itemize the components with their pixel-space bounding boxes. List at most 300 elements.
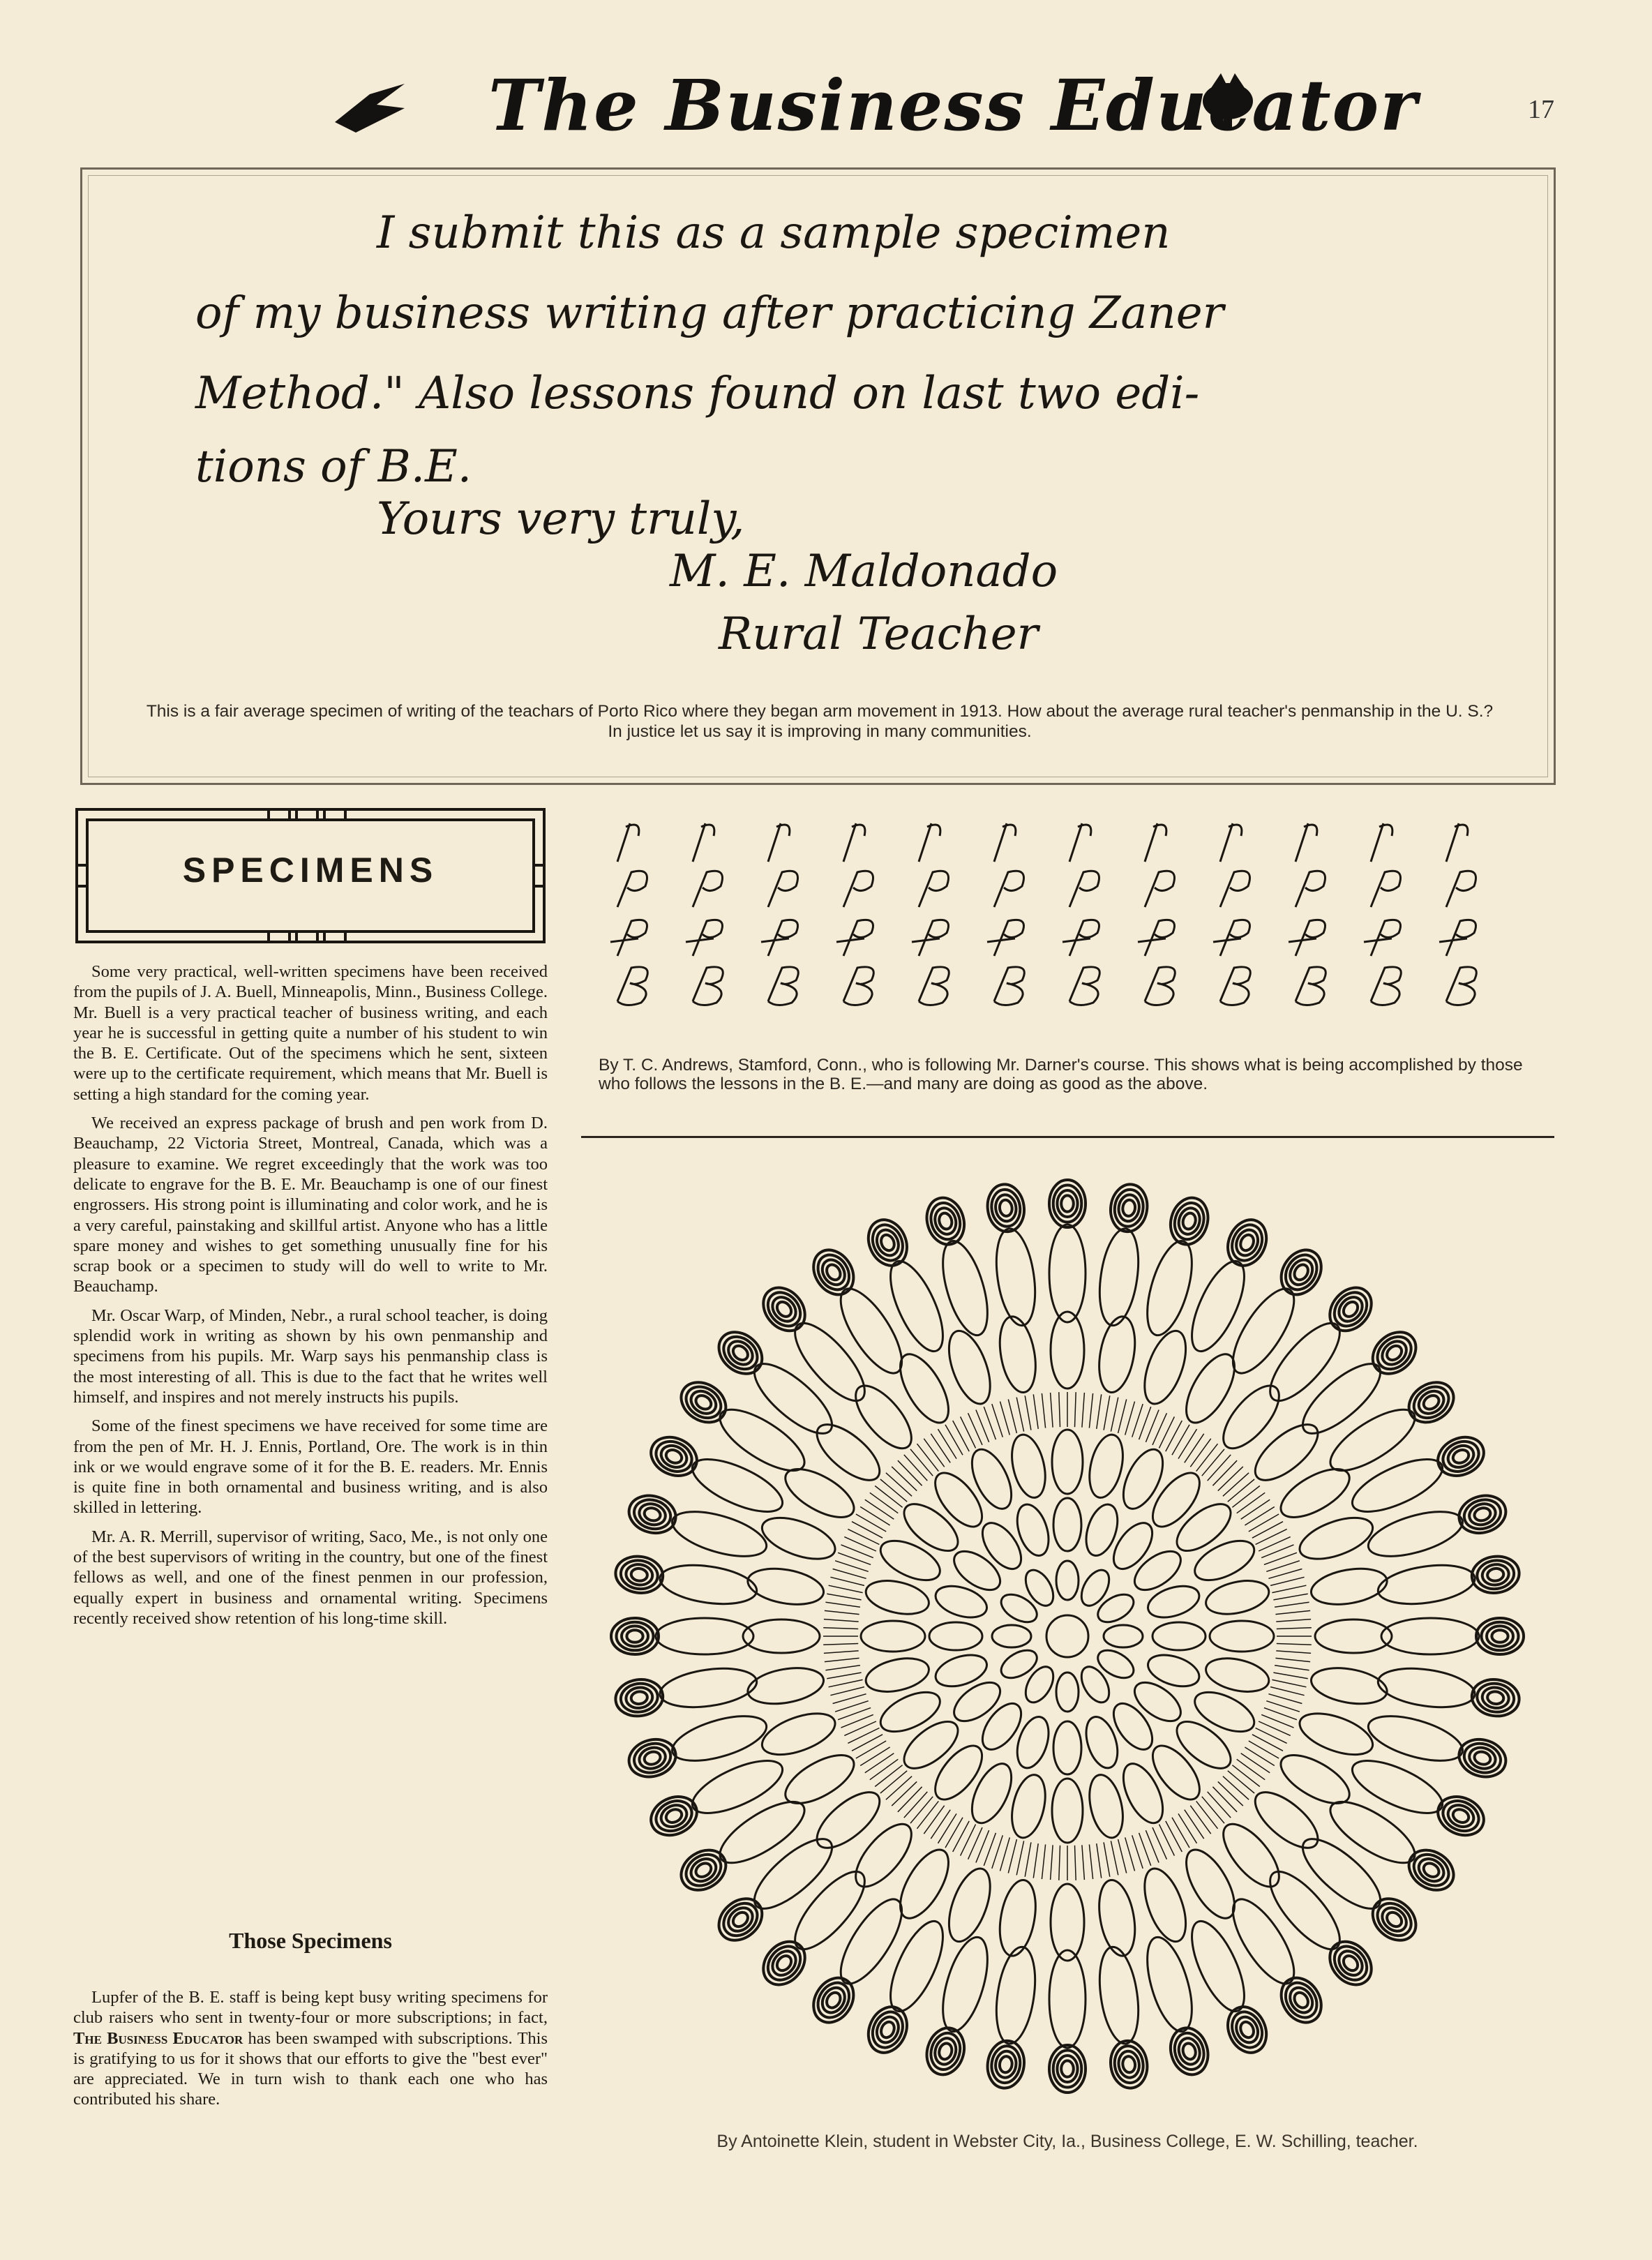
rosette-hatch: [1272, 1585, 1306, 1592]
drill-letter-stroke: [686, 920, 723, 956]
rosette-hatch: [1275, 1666, 1309, 1670]
specimens-paragraph: Some very practical, well-written specimens have been received from the pupils of J. A. Buell, Minneapolis, Minn., Business College. Mr. Buell is a very practical teacher of business writing, and each year he is successful in getting quite a number of his student to win the B. E. Certificate. Out of the specimens which he sent, sixteen were up to the certificate requirement, which means that Mr. Buell is setting a high standard for the coming year.: [73, 962, 548, 1104]
rosette-hatch: [898, 1460, 922, 1486]
script-line-1: I submit this as a sample specimen: [377, 207, 1171, 259]
drill-letter-stroke: [1145, 967, 1175, 1005]
rosette-hatch: [1016, 1398, 1023, 1432]
rosette-oval: [1214, 1816, 1289, 1896]
drill-letter-stroke: [994, 871, 1024, 907]
rosette-oval: [1378, 1903, 1411, 1936]
drill-letter-stroke: [768, 871, 798, 907]
rosette-oval: [806, 1243, 862, 1302]
rosette-hatch: [904, 1455, 928, 1481]
rosette-oval: [1136, 1326, 1194, 1409]
rosette-oval: [657, 1559, 759, 1609]
rosette-oval: [994, 1193, 1018, 1222]
rosette-hatch: [1075, 1846, 1076, 1880]
rosette-hatch: [833, 1694, 866, 1704]
rosette-hatch: [1256, 1529, 1287, 1545]
rosette-oval: [938, 2042, 954, 2060]
rosette-hatch: [1202, 1797, 1224, 1823]
rosette-hatch: [910, 1797, 933, 1823]
rosette-hatch: [1249, 1741, 1279, 1758]
rosette-hatch: [931, 1810, 950, 1839]
rosette-oval: [896, 1495, 966, 1559]
rosette-oval: [922, 2023, 970, 2079]
rosette-hatch: [1196, 1801, 1218, 1828]
rosette-hatch: [1268, 1694, 1302, 1704]
rosette-hatch: [827, 1594, 861, 1600]
rosette-oval: [1376, 1663, 1478, 1712]
rosette-oval: [1106, 1697, 1159, 1756]
rosette-oval: [1053, 1498, 1081, 1551]
rosette-hatch: [1190, 1806, 1210, 1834]
rosette-oval: [631, 1567, 648, 1582]
rosette-oval: [687, 1855, 721, 1886]
rosette-hatch: [1223, 1776, 1249, 1800]
rosette-oval: [846, 1377, 921, 1457]
rosette-oval: [1214, 1377, 1289, 1457]
rosette-oval: [643, 1750, 661, 1766]
rosette-oval: [1020, 1565, 1059, 1610]
rosette-oval: [896, 1713, 966, 1777]
oval-rosette-illustration: [590, 1155, 1545, 2118]
drill-letter-stroke: [617, 823, 639, 862]
rosette-hatch: [1000, 1402, 1010, 1435]
rosette-oval: [657, 1663, 759, 1712]
drill-letter-stroke: [693, 823, 714, 862]
rosette-hatch: [1232, 1765, 1259, 1787]
rosette-oval: [1094, 1877, 1140, 1959]
rosette-oval: [1012, 1713, 1055, 1772]
rosette-oval: [624, 1686, 654, 1709]
rosette-oval: [631, 1691, 648, 1705]
rosette-oval: [1052, 1779, 1083, 1843]
rosette-oval: [755, 1280, 813, 1339]
rosette-hatch: [931, 1434, 950, 1463]
rosette-hatch: [860, 1507, 889, 1526]
rosette-oval: [1144, 1738, 1208, 1807]
rosette-oval: [938, 1211, 954, 1230]
drill-letter-stroke: [1069, 823, 1091, 862]
rosette-hatch: [1241, 1499, 1270, 1519]
rosette-oval: [1081, 1500, 1124, 1559]
rosette-oval: [668, 1503, 772, 1565]
specimens-paragraph: Mr. Oscar Warp, of Minden, Nebr., a rural school teacher, is doing splendid work in writing as shown by his own penmanship and specimens from his pupils. Mr. Warp says his penmanship class is the most interesting of all. This is due to the fact that he writes well himself, and inspires and not merely instructs his pupils.: [73, 1305, 548, 1407]
rosette-hatch: [1196, 1444, 1218, 1471]
rosette-hatch: [1159, 1416, 1175, 1448]
rosette-hatch: [953, 1821, 970, 1852]
page-number: 17: [1528, 95, 1554, 124]
rosette-oval: [1210, 1621, 1274, 1652]
drill-letter-stroke: [1138, 920, 1175, 956]
rosette-oval: [996, 1589, 1041, 1628]
rosette-oval: [1056, 1561, 1079, 1600]
rosette-hatch: [1268, 1569, 1302, 1579]
rosette-hatch: [1082, 1393, 1085, 1428]
rosette-oval: [1378, 1337, 1411, 1370]
rosette-hatch: [886, 1473, 912, 1497]
rosette-oval: [1363, 1503, 1467, 1565]
rosette-oval: [992, 1625, 1031, 1647]
drill-letter-stroke: [987, 920, 1024, 956]
rosette-hatch: [1051, 1393, 1053, 1428]
rosette-hatch: [825, 1602, 860, 1607]
rosette-oval: [1181, 2042, 1197, 2060]
rosette-hatch: [1275, 1610, 1310, 1614]
rosette-oval: [1076, 1565, 1115, 1610]
rosette-hatch: [892, 1781, 917, 1806]
quill-icon: [335, 84, 405, 133]
script-title: Rural Teacher: [719, 608, 1039, 660]
rosette-hatch: [1275, 1658, 1310, 1661]
script-line-2: of my business writing after practicing Zaner: [195, 287, 1224, 339]
rosette-oval: [1294, 1509, 1378, 1567]
rosette-hatch: [1097, 1843, 1102, 1878]
rosette-oval: [1402, 1842, 1461, 1898]
rosette-oval: [940, 1326, 998, 1409]
rosette-oval: [626, 1630, 643, 1642]
rosette-oval: [1020, 1662, 1059, 1707]
rosette-hatch: [848, 1728, 879, 1744]
rosette-hatch: [1276, 1619, 1311, 1622]
rosette-oval: [940, 1863, 998, 1947]
rosette-hatch: [865, 1499, 894, 1519]
drill-letter-stroke: [1296, 823, 1317, 862]
rosette-hatch: [1273, 1594, 1307, 1600]
rosette-oval: [1203, 1653, 1272, 1697]
script-line-5: Yours very truly,: [377, 493, 745, 545]
rosette-oval: [818, 1984, 849, 2017]
rosette-hatch: [875, 1765, 902, 1787]
rosette-oval: [1104, 1625, 1143, 1647]
rosette-hatch: [892, 1467, 917, 1491]
specimens-column: [73, 961, 548, 1637]
rosette-oval: [651, 1795, 696, 1836]
rosette-oval: [808, 1415, 888, 1490]
rosette-oval: [757, 1509, 841, 1567]
rosette-oval: [995, 1314, 1041, 1395]
script-line-4: tions of B.E.: [195, 441, 472, 493]
rosette-hatch: [917, 1444, 939, 1471]
rosette-oval: [991, 1945, 1040, 2046]
rosette-hatch: [1104, 1842, 1110, 1876]
rosette-oval: [624, 1734, 680, 1782]
rosette-hatch: [1042, 1393, 1045, 1428]
rosette-oval: [643, 1506, 661, 1522]
rosette-hatch: [1218, 1781, 1243, 1806]
rosette-hatch: [1082, 1845, 1085, 1880]
rosette-oval: [668, 1707, 772, 1769]
rosette-oval: [1473, 1750, 1492, 1766]
rosette-oval: [1286, 1256, 1317, 1289]
rosette-hatch: [1059, 1846, 1060, 1880]
rosette-oval: [1247, 1415, 1327, 1490]
rosette-hatch: [1270, 1687, 1305, 1696]
rosette-oval: [711, 1890, 770, 1949]
rosette-hatch: [1249, 1514, 1279, 1532]
rosette-hatch: [1202, 1449, 1224, 1476]
rosette-hatch: [1208, 1792, 1231, 1818]
rosette-oval: [674, 1375, 733, 1430]
rosette-oval: [745, 1663, 827, 1709]
rosette-oval: [863, 1576, 933, 1619]
masthead-title: The Business Educator: [488, 64, 1418, 147]
rosette-oval: [931, 1649, 991, 1693]
rosette-oval: [1128, 1543, 1187, 1597]
rosette-hatch: [829, 1585, 863, 1592]
rosette-hatch: [1276, 1651, 1311, 1654]
rosette-oval: [1049, 1225, 1086, 1322]
rosette-oval: [768, 1947, 801, 1980]
rosette-oval: [674, 1842, 733, 1898]
rosette-hatch: [1273, 1672, 1307, 1679]
those-specimens-heading: Those Specimens: [229, 1928, 392, 1953]
rosette-hatch: [852, 1735, 883, 1751]
rosette-oval: [1415, 1855, 1448, 1886]
rosette-hatch: [1042, 1844, 1045, 1879]
drill-letter-stroke: [994, 967, 1024, 1005]
drill-letter-stroke: [1220, 871, 1250, 907]
script-signature: M. E. Maldonado: [670, 546, 1058, 597]
section-divider: [581, 1136, 1554, 1138]
rosette-hatch: [945, 1818, 963, 1848]
rosette-oval: [867, 2007, 908, 2052]
rosette-oval: [1056, 1672, 1079, 1712]
rosette-oval: [656, 1618, 753, 1654]
rosette-oval: [1365, 1890, 1424, 1949]
drill-letter-stroke: [1371, 823, 1392, 862]
drill-letter-stroke: [1213, 920, 1250, 956]
rosette-hatch: [1059, 1392, 1060, 1427]
drill-letter-stroke: [1371, 967, 1401, 1005]
script-line-3: Method." Also lessons found on last two edi-: [195, 368, 1200, 419]
rosette-hatch: [1228, 1479, 1254, 1502]
rosette-hatch: [880, 1771, 907, 1793]
rosette-hatch: [1212, 1460, 1237, 1486]
drill-caption: By T. C. Andrews, Stamford, Conn., who is following Mr. Darner's course. This shows what is being accomplished by those who follows the lessons in the B. E.—and many are doing as good as the above.: [599, 1056, 1523, 1093]
rosette-oval: [1012, 1500, 1055, 1559]
rosette-oval: [1455, 1734, 1510, 1782]
rosette-oval: [1117, 1193, 1141, 1222]
rosette-hatch: [1190, 1439, 1210, 1467]
rosette-hatch: [825, 1610, 859, 1614]
top-specimen-caption: This is a fair average specimen of writing of the teachars of Porto Rico where they began arm movement in 1913. How about the average rural teacher's penmanship in the U. S.? In justice let us say it is improving in many communities.: [146, 702, 1494, 741]
rosette-hatch: [1218, 1467, 1243, 1491]
rosette-oval: [1049, 1950, 1086, 2048]
rosette-oval: [711, 1324, 770, 1382]
rosette-hatch: [1097, 1394, 1102, 1429]
rosette-hatch: [856, 1741, 886, 1758]
rosette-hatch: [1232, 1486, 1259, 1508]
rosette-caption: By Antoinette Klein, student in Webster City, Ia., Business College, E. W. Schilling, teacher.: [716, 2132, 1418, 2151]
rosette-oval: [1226, 1220, 1268, 1265]
rosette-hatch: [1152, 1413, 1166, 1445]
rosette-hatch: [825, 1658, 859, 1661]
drill-letter-stroke: [836, 920, 873, 956]
drill-letter-stroke: [693, 967, 723, 1005]
rosette-hatch: [1125, 1402, 1135, 1435]
rosette-oval: [611, 1618, 659, 1654]
rosette-oval: [998, 2056, 1013, 2073]
drill-letter-stroke: [843, 823, 865, 862]
rosette-oval: [1487, 1567, 1504, 1582]
rosette-oval: [1144, 1580, 1203, 1624]
drill-letter-stroke: [919, 871, 949, 907]
rosette-hatch: [910, 1449, 933, 1476]
drill-letter-stroke: [1296, 967, 1326, 1005]
rosette-oval: [934, 1932, 996, 2036]
rosette-oval: [994, 2050, 1018, 2079]
rosette-hatch: [860, 1747, 889, 1766]
rosette-oval: [1376, 1559, 1478, 1609]
rosette-hatch: [1185, 1810, 1204, 1839]
rosette-oval: [1473, 1506, 1492, 1522]
rosette-hatch: [968, 1413, 982, 1445]
rosette-oval: [1286, 1984, 1317, 2017]
rosette-oval: [723, 1903, 757, 1936]
rosette-oval: [846, 1816, 921, 1896]
rosette-hatch: [1223, 1473, 1249, 1497]
rosette-hatch: [924, 1439, 944, 1467]
rosette-oval: [1273, 1243, 1329, 1302]
rosette-oval: [1203, 1576, 1272, 1619]
rosette-oval: [1094, 1945, 1143, 2046]
rosette-oval: [926, 1465, 991, 1534]
rosette-hatch: [1259, 1537, 1291, 1551]
rosette-hatch: [1178, 1429, 1197, 1458]
specimens-paragraph: Some of the finest specimens we have received for some time are from the pen of Mr. H. J. Ennis, Portland, Ore. The work is in thin ink or we would engrave some of it for the B. E. readers. Mr. Ennis is quite fine in both ornamental and business writing, and is also skilled in lettering.: [73, 1416, 548, 1518]
rosette-hatch: [852, 1522, 883, 1539]
rosette-oval: [1402, 1375, 1461, 1430]
rosette-oval: [1122, 2056, 1136, 2073]
rosette-hatch: [1252, 1735, 1283, 1751]
drill-letter-stroke: [1069, 871, 1099, 907]
rosette-hatch: [824, 1619, 859, 1622]
drill-letter-stroke: [1371, 871, 1401, 907]
rosette-hatch: [1089, 1393, 1092, 1428]
rosette-oval: [687, 1386, 721, 1418]
those-specimens-text: Lupfer of the B. E. staff is being kept busy writing specimens for club raisers who sent in twenty-four or more subscriptions; in fact, The Business Educator has been swamped with subscriptions. This is gratifying to us for it shows that our efforts to give the "best ever" are appreciated. We in turn wish to thank each one who has contributed his share.: [73, 1988, 548, 2109]
rosette-oval: [768, 1292, 801, 1326]
rosette-hatch: [1075, 1392, 1076, 1427]
rosette-oval: [1492, 1630, 1508, 1642]
rosette-hatch: [1008, 1399, 1016, 1432]
drill-letter-stroke: [843, 871, 873, 907]
rosette-hatch: [938, 1429, 957, 1458]
rosette-hatch: [1118, 1399, 1127, 1432]
rosette-oval: [806, 1970, 862, 2030]
rosette-oval: [1144, 1465, 1208, 1534]
rosette-oval: [1335, 1947, 1367, 1980]
rosette-oval: [818, 1256, 849, 1289]
rosette-hatch: [1237, 1759, 1266, 1779]
rosette-hatch: [848, 1529, 879, 1545]
drill-letter-stroke: [1289, 920, 1326, 956]
rosette-hatch: [1272, 1679, 1306, 1686]
rosette-oval: [1273, 1746, 1356, 1813]
rosette-hatch: [1208, 1455, 1231, 1481]
rosette-hatch: [898, 1787, 922, 1812]
rosette-oval: [926, 1738, 991, 1807]
rosette-hatch: [825, 1666, 860, 1670]
specimens-paragraph: Mr. A. R. Merrill, supervisor of writing, Saco, Me., is not only one of the best supervisors of writing in the country, but one of the finest fellows as well, and one of the finest penmen in our profession, equally expert in business and ornamental writing. Specimens recently received show retention of his long-time skill.: [73, 1527, 548, 1628]
rosette-hatch: [1237, 1492, 1266, 1513]
rosette-hatch: [829, 1679, 863, 1686]
rosette-oval: [1093, 1645, 1138, 1684]
rosette-hatch: [823, 1644, 858, 1645]
rosette-hatch: [953, 1421, 970, 1451]
rosette-oval: [1106, 1516, 1159, 1576]
rosette-hatch: [968, 1827, 982, 1859]
drill-letter-stroke: [1220, 967, 1250, 1005]
rosette-hatch: [1089, 1844, 1092, 1879]
rosette-oval: [991, 1226, 1040, 1328]
rosette-hatch: [870, 1759, 899, 1779]
rosette-hatch: [1125, 1837, 1135, 1871]
rosette-oval: [1165, 2023, 1213, 2079]
rosette-hatch: [1166, 1821, 1182, 1852]
drill-letter-stroke: [1446, 871, 1476, 907]
drill-letter-stroke: [1446, 967, 1476, 1005]
rosette-oval: [1122, 1199, 1136, 1217]
rosette-oval: [1093, 1589, 1138, 1628]
rosette-oval: [1481, 1563, 1510, 1587]
rosette-hatch: [1000, 1837, 1010, 1871]
drill-letter-stroke: [1220, 823, 1242, 862]
rosette-hatch: [833, 1569, 866, 1579]
rosette-oval: [998, 1199, 1013, 1217]
rosette-oval: [1049, 2045, 1086, 2093]
rosette-hatch: [1259, 1721, 1291, 1735]
rosette-oval: [1139, 1932, 1201, 2036]
rosette-oval: [1481, 1686, 1510, 1709]
rosette-hatch: [886, 1776, 912, 1800]
rosette-oval: [1152, 1622, 1206, 1650]
rosette-oval: [995, 1877, 1041, 1959]
rosette-oval: [755, 1933, 813, 1993]
rosette-hatch: [1111, 1398, 1118, 1432]
rosette-oval: [861, 1621, 925, 1652]
rosette-hatch: [827, 1672, 861, 1679]
drill-letter-stroke: [1069, 967, 1099, 1005]
rosette-hatch: [1270, 1577, 1305, 1585]
rosette-oval: [1084, 1432, 1128, 1502]
rosette-hatch: [924, 1806, 944, 1834]
rosette-oval: [934, 1236, 996, 1340]
drill-letter-stroke: [919, 823, 940, 862]
rosette-oval: [757, 1705, 841, 1763]
rosette-oval: [1321, 1933, 1380, 1993]
rosette-oval: [1177, 1347, 1245, 1430]
rosette-hatch: [1025, 1395, 1031, 1430]
rosette-hatch: [1212, 1787, 1237, 1812]
drill-letter-stroke: [994, 823, 1016, 862]
rosette-hatch: [1275, 1602, 1309, 1607]
rosette-hatch: [1118, 1839, 1127, 1873]
rosette-oval: [1081, 1713, 1124, 1772]
rosette-oval: [863, 1653, 933, 1697]
rosette-oval: [975, 1697, 1028, 1756]
rosette-hatch: [844, 1721, 876, 1735]
rosette-hatch: [1178, 1813, 1197, 1843]
rosette-hatch: [1111, 1841, 1118, 1875]
drill-letter-stroke: [1296, 871, 1326, 907]
rosette-oval: [1363, 1707, 1467, 1769]
drill-letter-stroke: [1145, 823, 1166, 862]
drill-letter-stroke: [1145, 871, 1175, 907]
rosette-oval: [1053, 1721, 1081, 1774]
